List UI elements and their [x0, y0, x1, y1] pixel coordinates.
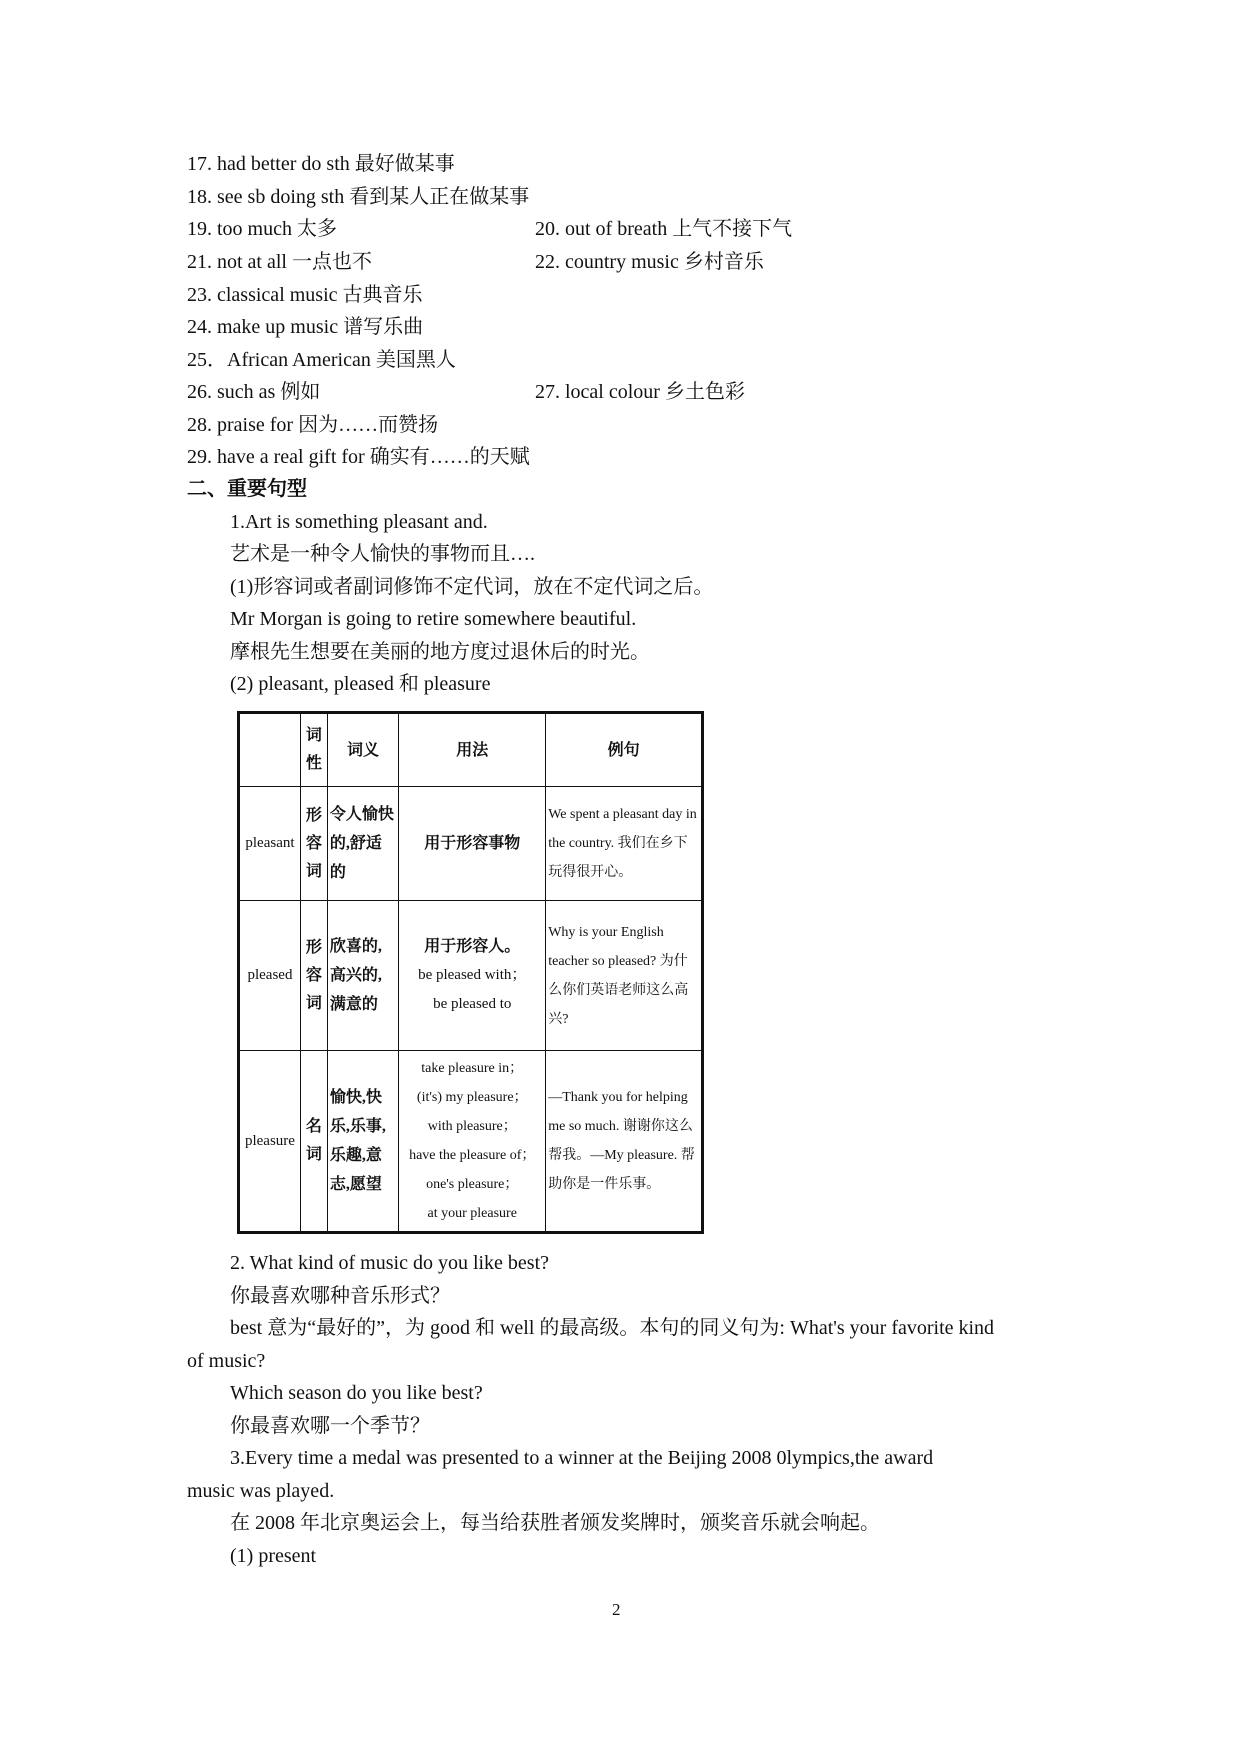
section-heading: 二、重要句型: [187, 478, 307, 500]
header-usage: 用法: [399, 713, 546, 787]
row-usage: 用于形容事物: [399, 787, 546, 901]
table-row: [239, 1051, 703, 1233]
word-comparison-table: [237, 711, 704, 1234]
row-word: pleasure: [239, 1051, 301, 1233]
phrase-28: 28. praise for 因为……而赞扬: [187, 414, 439, 436]
phrase-27: 27. local colour 乡土色彩: [535, 381, 745, 403]
phrase-25: 25．African American 美国黑人: [187, 349, 456, 371]
row-word: pleased: [239, 901, 301, 1051]
row-pos: 名词: [300, 1051, 327, 1233]
page-number: 2: [612, 1600, 621, 1619]
header-meaning: 词义: [327, 713, 398, 787]
s1-note2: (2) pleasant, pleased 和 pleasure: [230, 673, 491, 695]
phrase-18: 18. see sb doing sth 看到某人正在做某事: [187, 186, 530, 208]
usage-line: 用于形容人。: [424, 938, 521, 955]
usage-line: take pleasure in；: [421, 1061, 524, 1076]
row-word: pleasant: [239, 787, 301, 901]
row-meaning: 令人愉快的,舒适的: [327, 787, 398, 901]
usage-line: be pleased with；: [418, 967, 527, 983]
s2-explain-b: of music?: [187, 1350, 266, 1372]
table-header-row: [239, 713, 703, 787]
row-example: Why is your English teacher so pleased? 为什么你们英语老师这么高兴?: [546, 901, 703, 1051]
s2-example-cn: 你最喜欢哪一个季节？: [230, 1415, 430, 1437]
usage-line: be pleased to: [433, 996, 512, 1012]
s1-note1: (1)形容词或者副词修饰不定代词，放在不定代词之后。: [230, 576, 714, 598]
table-row: [239, 787, 703, 901]
phrase-19: 19. too much 太多: [187, 218, 337, 240]
header-pos: 词性: [300, 713, 327, 787]
row-example: We spent a pleasant day in the country. 我们在乡下玩得很开心。: [546, 787, 703, 901]
s2-translation: 你最喜欢哪种音乐形式？: [230, 1285, 450, 1307]
s2-example-en: Which season do you like best?: [230, 1382, 483, 1404]
s1-sentence: 1.Art is something pleasant and.: [230, 511, 488, 533]
usage-line: (it's) my pleasure；: [416, 1090, 528, 1105]
usage-line: at your pleasure: [427, 1206, 517, 1221]
s1-translation: 艺术是一种令人愉快的事物而且….: [230, 543, 535, 565]
header-example: 例句: [546, 713, 703, 787]
s1-example-cn: 摩根先生想要在美丽的地方度过退休后的时光。: [230, 641, 650, 663]
usage-line: have the pleasure of；: [409, 1148, 536, 1163]
phrase-26: 26. such as 例如: [187, 381, 321, 403]
phrase-23: 23. classical music 古典音乐: [187, 284, 423, 306]
row-pos: 形容词: [300, 787, 327, 901]
usage-line: one's pleasure；: [426, 1177, 519, 1192]
phrase-29: 29. have a real gift for 确实有……的天赋: [187, 446, 530, 468]
phrase-20: 20. out of breath 上气不接下气: [535, 218, 793, 240]
row-meaning: 愉快,快乐,乐事,乐趣,意志,愿望: [327, 1051, 398, 1233]
row-pos: 形容词: [300, 901, 327, 1051]
row-meaning: 欣喜的,高兴的,满意的: [327, 901, 398, 1051]
phrase-21: 21. not at all 一点也不: [187, 251, 372, 273]
usage-line: with pleasure；: [427, 1119, 517, 1134]
s3-translation: 在 2008 年北京奥运会上，每当给获胜者颁发奖牌时，颁奖音乐就会响起。: [230, 1512, 880, 1534]
phrase-24: 24. make up music 谱写乐曲: [187, 316, 424, 338]
s3-sentence-b: music was played.: [187, 1480, 335, 1502]
table-row: [239, 901, 703, 1051]
phrase-17: 17. had better do sth 最好做某事: [187, 153, 455, 175]
s2-sentence: 2. What kind of music do you like best?: [230, 1252, 550, 1274]
s2-explain-a: best 意为“最好的”，为 good 和 well 的最高级。本句的同义句为: What's your favorite kind: [230, 1317, 995, 1339]
row-usage: [399, 1051, 546, 1233]
s1-example-en: Mr Morgan is going to retire somewhere beautiful.: [230, 608, 637, 630]
s3-sentence-a: 3.Every time a medal was presented to a winner at the Beijing 2008 0lympics,the award: [230, 1447, 934, 1469]
row-usage: [399, 901, 546, 1051]
phrase-22: 22. country music 乡村音乐: [535, 251, 764, 273]
s3-note1: (1) present: [230, 1545, 317, 1567]
header-word: [239, 713, 301, 787]
row-example: —Thank you for helping me so much. 谢谢你这么帮我。—My pleasure. 帮助你是一件乐事。: [546, 1051, 703, 1233]
